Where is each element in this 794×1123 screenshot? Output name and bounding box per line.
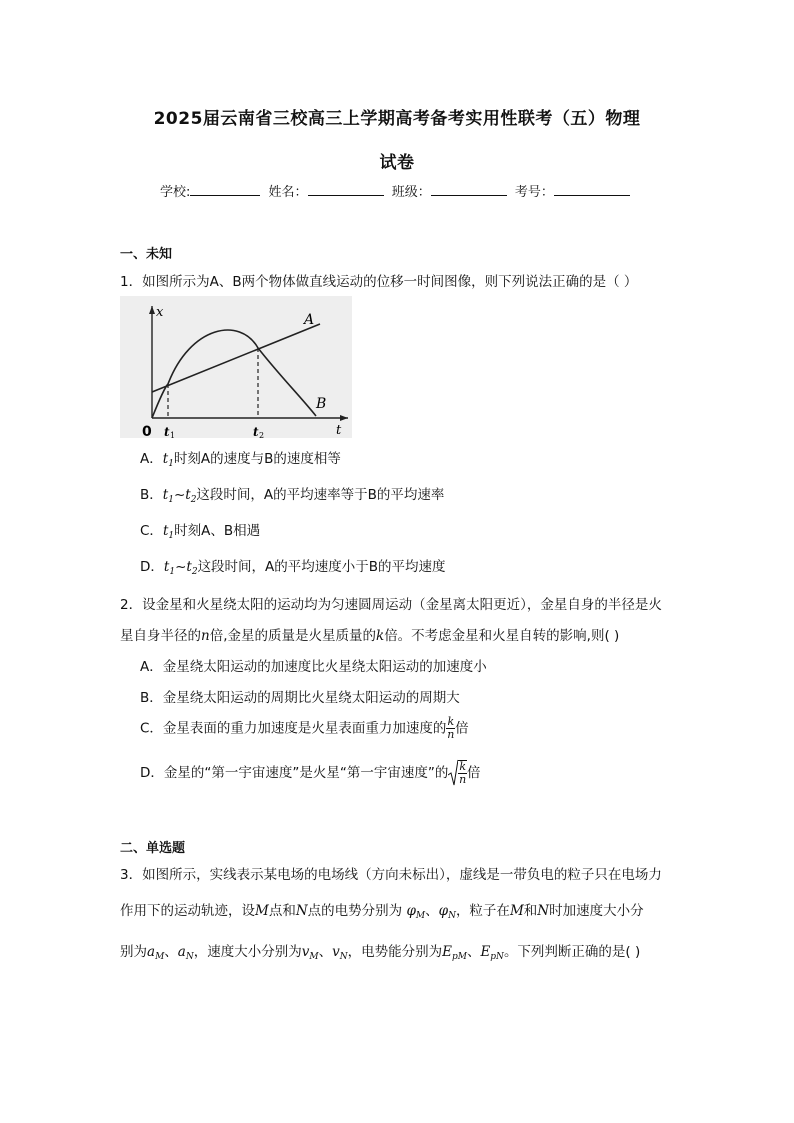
q1-stem: 1．如图所示为A、B两个物体做直线运动的位移一时间图像，则下列说法正确的是（ ） [120,274,638,290]
q2-option-b[interactable]: B．金星绕太阳运动的周期比火星绕太阳运动的周期大 [140,690,460,706]
q1-option-c[interactable]: C．$t_1$时刻A、B相遇 [140,523,261,541]
q1-option-b[interactable]: B．$t_1\sim t_2$这段时间，A的平均速率等于B的平均速率 [140,487,445,505]
exam-no-label: 考号： [514,185,554,200]
q2-option-d[interactable]: D．金星的“第一宇宙速度”是火星“第一宇宙速度”的 $\frac{k}{n}$ 倍 [140,760,481,786]
section-heading-1: 一、未知 [120,247,173,262]
school-label: 学校: [160,185,191,200]
sqrt-k-over-n: $\frac{k}{n}$ [448,759,467,787]
q3-line1: 3．如图所示，实线表示某电场的电场线（方向未标出），虚线是一带负电的粒子只在电场力 [120,867,662,883]
class-label: 班级： [391,185,431,200]
t2-sub: 2 [259,431,265,438]
q3-line3: 别为$a_M$、$a_N$，速度大小分别为$v_M$、$v_N$，电势能分别为$E_{pM}$、$E_{pN}$。下列判断正确的是( ) [120,944,641,962]
name-label: 姓名： [268,185,308,200]
q2-option-a[interactable]: A．金星绕太阳运动的加速度比火星绕太阳运动的加速度小 [140,659,487,675]
x-axis-label: t [336,423,342,438]
exam-no-blank [554,183,630,196]
curve-b-label: B [316,396,327,412]
student-info-row [160,181,634,200]
y-axis-label: x [156,305,164,320]
t2-label: t [253,425,259,438]
q1-option-d[interactable]: D．$t_1\sim t_2$这段时间，A的平均速度小于B的平均速度 [140,559,446,577]
t1-sub: 1 [170,431,176,438]
section-heading-2: 二、单选题 [120,841,186,856]
page-title-line2: 试卷 [379,153,415,173]
origin-label: 0 [142,424,152,438]
q2-stem-line2: 星自身半径的n倍,金星的质量是火星质量的k倍。不考虑金星和火星自转的影响,则( ) [120,628,620,644]
class-blank [431,183,507,196]
q2-stem-line1: 2．设金星和火星绕太阳的运动均为匀速圆周运动（金星离太阳更近），金星自身的半径是火 [120,597,662,613]
xt-graph [120,296,352,438]
name-blank [308,183,384,196]
line-a-label: A [304,312,315,328]
page-title: 2025届云南省三校高三上学期高考备考实用性联考（五）物理 [153,109,641,129]
t1-label: t [164,425,170,438]
school-blank [190,183,260,196]
q1-option-a[interactable]: A．$t_1$时刻A的速度与B的速度相等 [140,451,341,469]
q2-option-c[interactable]: C．金星表面的重力加速度是火星表面重力加速度的 $\frac{k}{n}$ 倍 [140,715,469,741]
q1-figure [120,296,352,442]
fraction-k-n: $\frac{k}{n}$ [447,715,455,741]
q3-line2: 作用下的运动轨迹，设M点和N点的电势分别为 $\varphi_M$、$\varphi_N$，粒子在M和N时加速度大小分 [120,903,644,921]
